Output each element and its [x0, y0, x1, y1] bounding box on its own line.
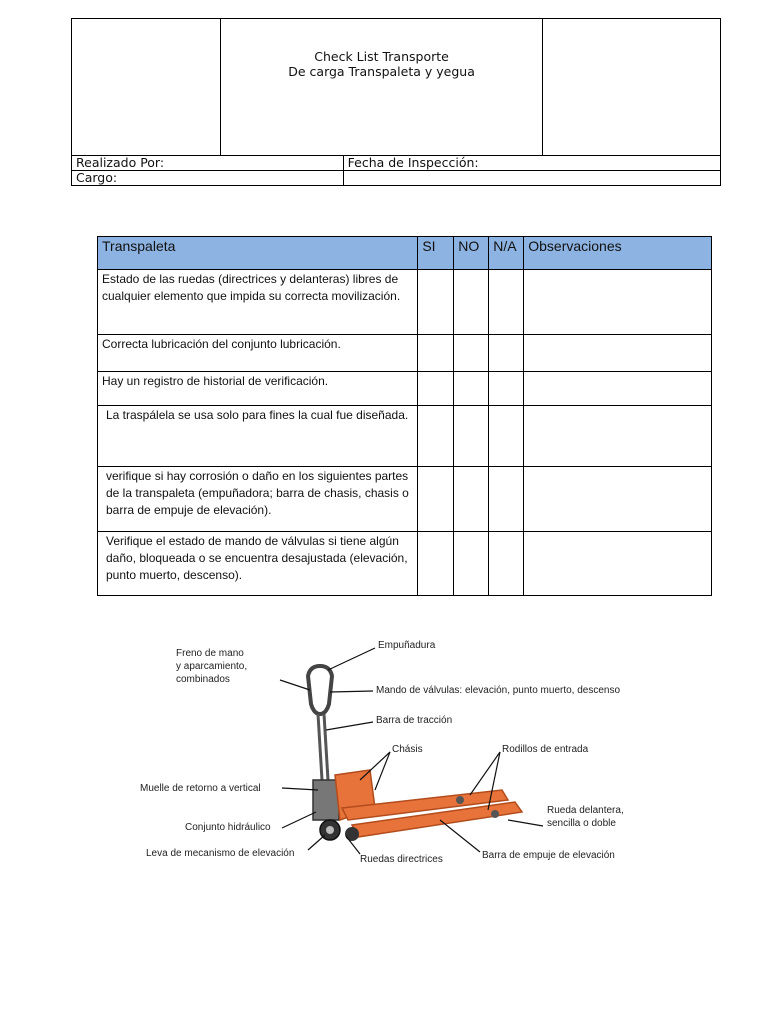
check-na[interactable]: [489, 406, 524, 467]
check-na[interactable]: [489, 335, 524, 372]
pallet-jack-diagram: [130, 630, 650, 870]
realizado-por-field[interactable]: Realizado Por:: [72, 156, 344, 171]
label-conjunto: Conjunto hidráulico: [185, 822, 271, 833]
check-si[interactable]: [418, 335, 454, 372]
label-freno-1: Freno de mano: [176, 648, 244, 659]
check-no[interactable]: [454, 372, 489, 406]
table-row: [98, 406, 712, 467]
label-mando: Mando de válvulas: elevación, punto muerto, descenso: [376, 685, 621, 696]
table-row: [98, 372, 712, 406]
col-observaciones: Observaciones: [524, 237, 712, 270]
check-na[interactable]: [489, 372, 524, 406]
table-row: [98, 335, 712, 372]
col-no: NO: [454, 237, 489, 270]
col-na: N/A: [489, 237, 524, 270]
label-leva: Leva de mecanismo de elevación: [146, 848, 295, 859]
check-na[interactable]: [489, 270, 524, 335]
logo-cell: [72, 19, 221, 156]
label-rodillos: Rodillos de entrada: [502, 744, 589, 755]
check-na[interactable]: [489, 467, 524, 532]
label-barra-empuje: Barra de empuje de elevación: [482, 850, 615, 861]
title-line-1: Check List Transporte: [314, 49, 449, 64]
col-transpaleta: Transpaleta: [98, 237, 418, 270]
label-empunadura: Empuñadura: [378, 640, 436, 651]
check-na[interactable]: [489, 532, 524, 596]
observaciones-cell[interactable]: [524, 372, 712, 406]
label-barra-traccion: Barra de tracción: [376, 715, 453, 726]
check-no[interactable]: [454, 467, 489, 532]
document-title: [220, 19, 543, 156]
title-line-2: De carga Transpaleta y yegua: [288, 64, 475, 79]
label-muelle: Muelle de retorno a vertical: [140, 783, 261, 794]
check-no[interactable]: [454, 532, 489, 596]
label-ruedas-directrices: Ruedas directrices: [360, 854, 443, 865]
check-si[interactable]: [418, 532, 454, 596]
check-no[interactable]: [454, 270, 489, 335]
handle-icon: [308, 666, 332, 714]
item-uso: La traspálela se usa solo para fines la cual fue diseñada.: [98, 406, 418, 467]
observaciones-cell[interactable]: [524, 532, 712, 596]
label-freno-3: combinados: [176, 674, 230, 685]
observaciones-cell[interactable]: [524, 335, 712, 372]
observaciones-cell[interactable]: [524, 467, 712, 532]
checklist-table: [97, 236, 712, 596]
check-no[interactable]: [454, 335, 489, 372]
label-chasis: Chásis: [392, 744, 423, 755]
check-si[interactable]: [418, 467, 454, 532]
label-freno-2: y aparcamiento,: [176, 661, 248, 672]
check-si[interactable]: [418, 270, 454, 335]
cargo-value-cell[interactable]: [343, 171, 720, 186]
table-row: [98, 467, 712, 532]
checklist-header-row: [98, 237, 712, 270]
label-rueda-delantera-1: Rueda delantera,: [547, 805, 624, 816]
observaciones-cell[interactable]: [524, 406, 712, 467]
header-table: [71, 18, 721, 186]
observaciones-cell[interactable]: [524, 270, 712, 335]
item-registro: Hay un registro de historial de verificación.: [98, 372, 418, 406]
check-si[interactable]: [418, 406, 454, 467]
col-si: SI: [418, 237, 454, 270]
check-no[interactable]: [454, 406, 489, 467]
cargo-field[interactable]: Cargo:: [72, 171, 344, 186]
item-lubricacion: Correcta lubricación del conjunto lubricación.: [98, 335, 418, 372]
check-si[interactable]: [418, 372, 454, 406]
table-row: [98, 532, 712, 596]
fecha-inspeccion-field[interactable]: Fecha de Inspección:: [343, 156, 720, 171]
item-corrosion: verifique si hay corrosión o daño en los siguientes partes de la transpaleta (empuñadora; barra de chasis, chasis o barra de empuje de elevación).: [98, 467, 418, 532]
item-mando-valvulas: Verifique el estado de mando de válvulas si tiene algún daño, bloqueada o se encuentra desajustada (elevación, punto muerto, descenso).: [98, 532, 418, 596]
code-cell: [543, 19, 721, 156]
item-ruedas: Estado de las ruedas (directrices y delanteras) libres de cualquier elemento que impida su correcta movilización.: [98, 270, 418, 335]
label-rueda-delantera-2: sencilla o doble: [547, 818, 616, 829]
table-row: [98, 270, 712, 335]
